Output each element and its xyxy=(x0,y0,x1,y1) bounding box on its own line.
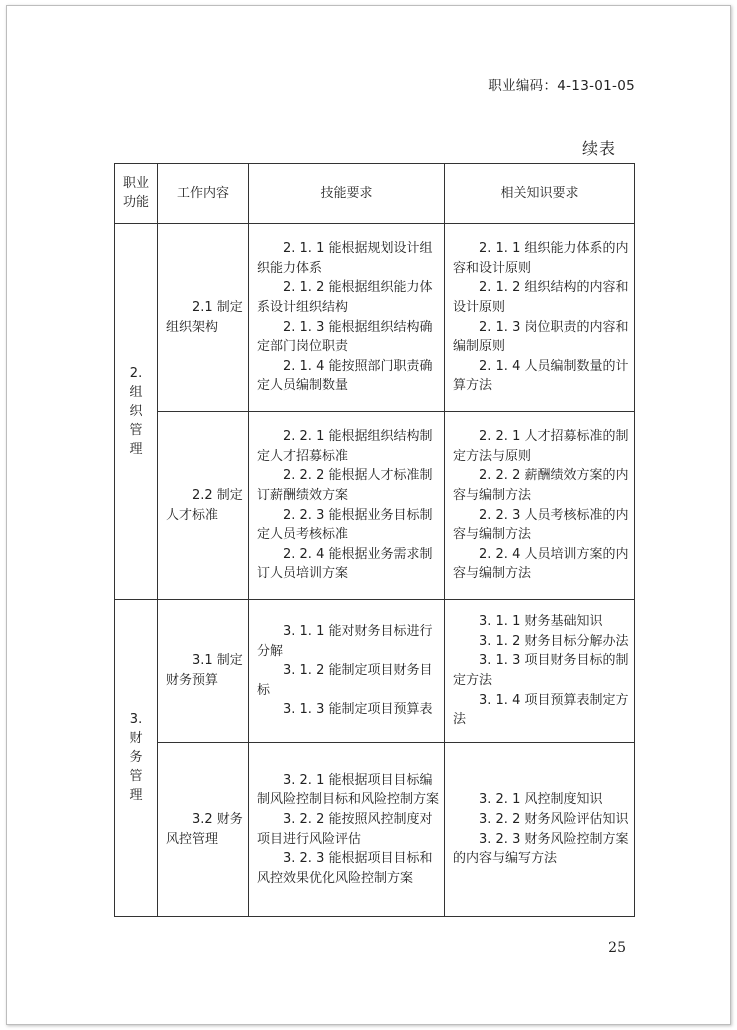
skills-cell: 3. 2. 1 能根据项目目标编制风险控制目标和风险控制方案 3. 2. 2 能按照风控制度对项目进行风险评估 3. 2. 3 能根据项目目标和风控效果优化风险控制方案 xyxy=(249,743,445,917)
header-skill-requirements: 技能要求 xyxy=(249,164,445,224)
header-work-content: 工作内容 xyxy=(158,164,249,224)
knowledge-cell: 3. 1. 1 财务基础知识 3. 1. 2 财务目标分解办法 3. 1. 3 项目财务目标的制定方法 3. 1. 4 项目预算表制定方法 xyxy=(445,600,635,743)
skills-cell: 2. 2. 1 能根据组织结构制定人才招募标准 2. 2. 2 能根据人才标准制订薪酬绩效方案 2. 2. 3 能根据业务目标制定人员考核标准 2. 2. 4 能根据业务需求制订人员培训方案 xyxy=(249,412,445,600)
table-row xyxy=(115,600,635,743)
knowledge-cell: 2. 1. 1 组织能力体系的内容和设计原则 2. 1. 2 组织结构的内容和设计原则 2. 1. 3 岗位职责的内容和编制原则 2. 1. 4 人员编制数量的计算方法 xyxy=(445,224,635,412)
table-row xyxy=(115,743,635,917)
function-cell: 2. 组织管理 xyxy=(115,224,158,600)
skills-cell: 3. 1. 1 能对财务目标进行分解 3. 1. 2 能制定项目财务目标 3. 1. 3 能制定项目预算表 xyxy=(249,600,445,743)
table-row xyxy=(115,224,635,412)
skills-cell: 2. 1. 1 能根据规划设计组织能力体系 2. 1. 2 能根据组织能力体系设计组织结构 2. 1. 3 能根据组织结构确定部门岗位职责 2. 1. 4 能按照部门职责确定人员编制数量 xyxy=(249,224,445,412)
work-content-cell: 2.2 制定人才标准 xyxy=(158,412,249,600)
page-number: 25 xyxy=(608,940,626,956)
table-row xyxy=(115,412,635,600)
work-content-cell: 3.2 财务风控管理 xyxy=(158,743,249,917)
knowledge-cell: 3. 2. 1 风控制度知识 3. 2. 2 财务风险评估知识 3. 2. 3 财务风险控制方案的内容与编写方法 xyxy=(445,743,635,917)
header-function: 职业功能 xyxy=(115,164,158,224)
occupation-code: 职业编码：4-13-01-05 xyxy=(488,78,635,94)
table-header-row xyxy=(115,164,635,224)
function-cell: 3. 财务管理 xyxy=(115,600,158,917)
work-content-cell: 3.1 制定财务预算 xyxy=(158,600,249,743)
work-content-cell: 2.1 制定组织架构 xyxy=(158,224,249,412)
skill-standard-table xyxy=(114,163,635,917)
continued-label: 续表 xyxy=(581,139,616,158)
knowledge-cell: 2. 2. 1 人才招募标准的制定方法与原则 2. 2. 2 薪酬绩效方案的内容与编制方法 2. 2. 3 人员考核标准的内容与编制方法 2. 2. 4 人员培训方案的内容与编制方法 xyxy=(445,412,635,600)
header-knowledge-requirements: 相关知识要求 xyxy=(445,164,635,224)
